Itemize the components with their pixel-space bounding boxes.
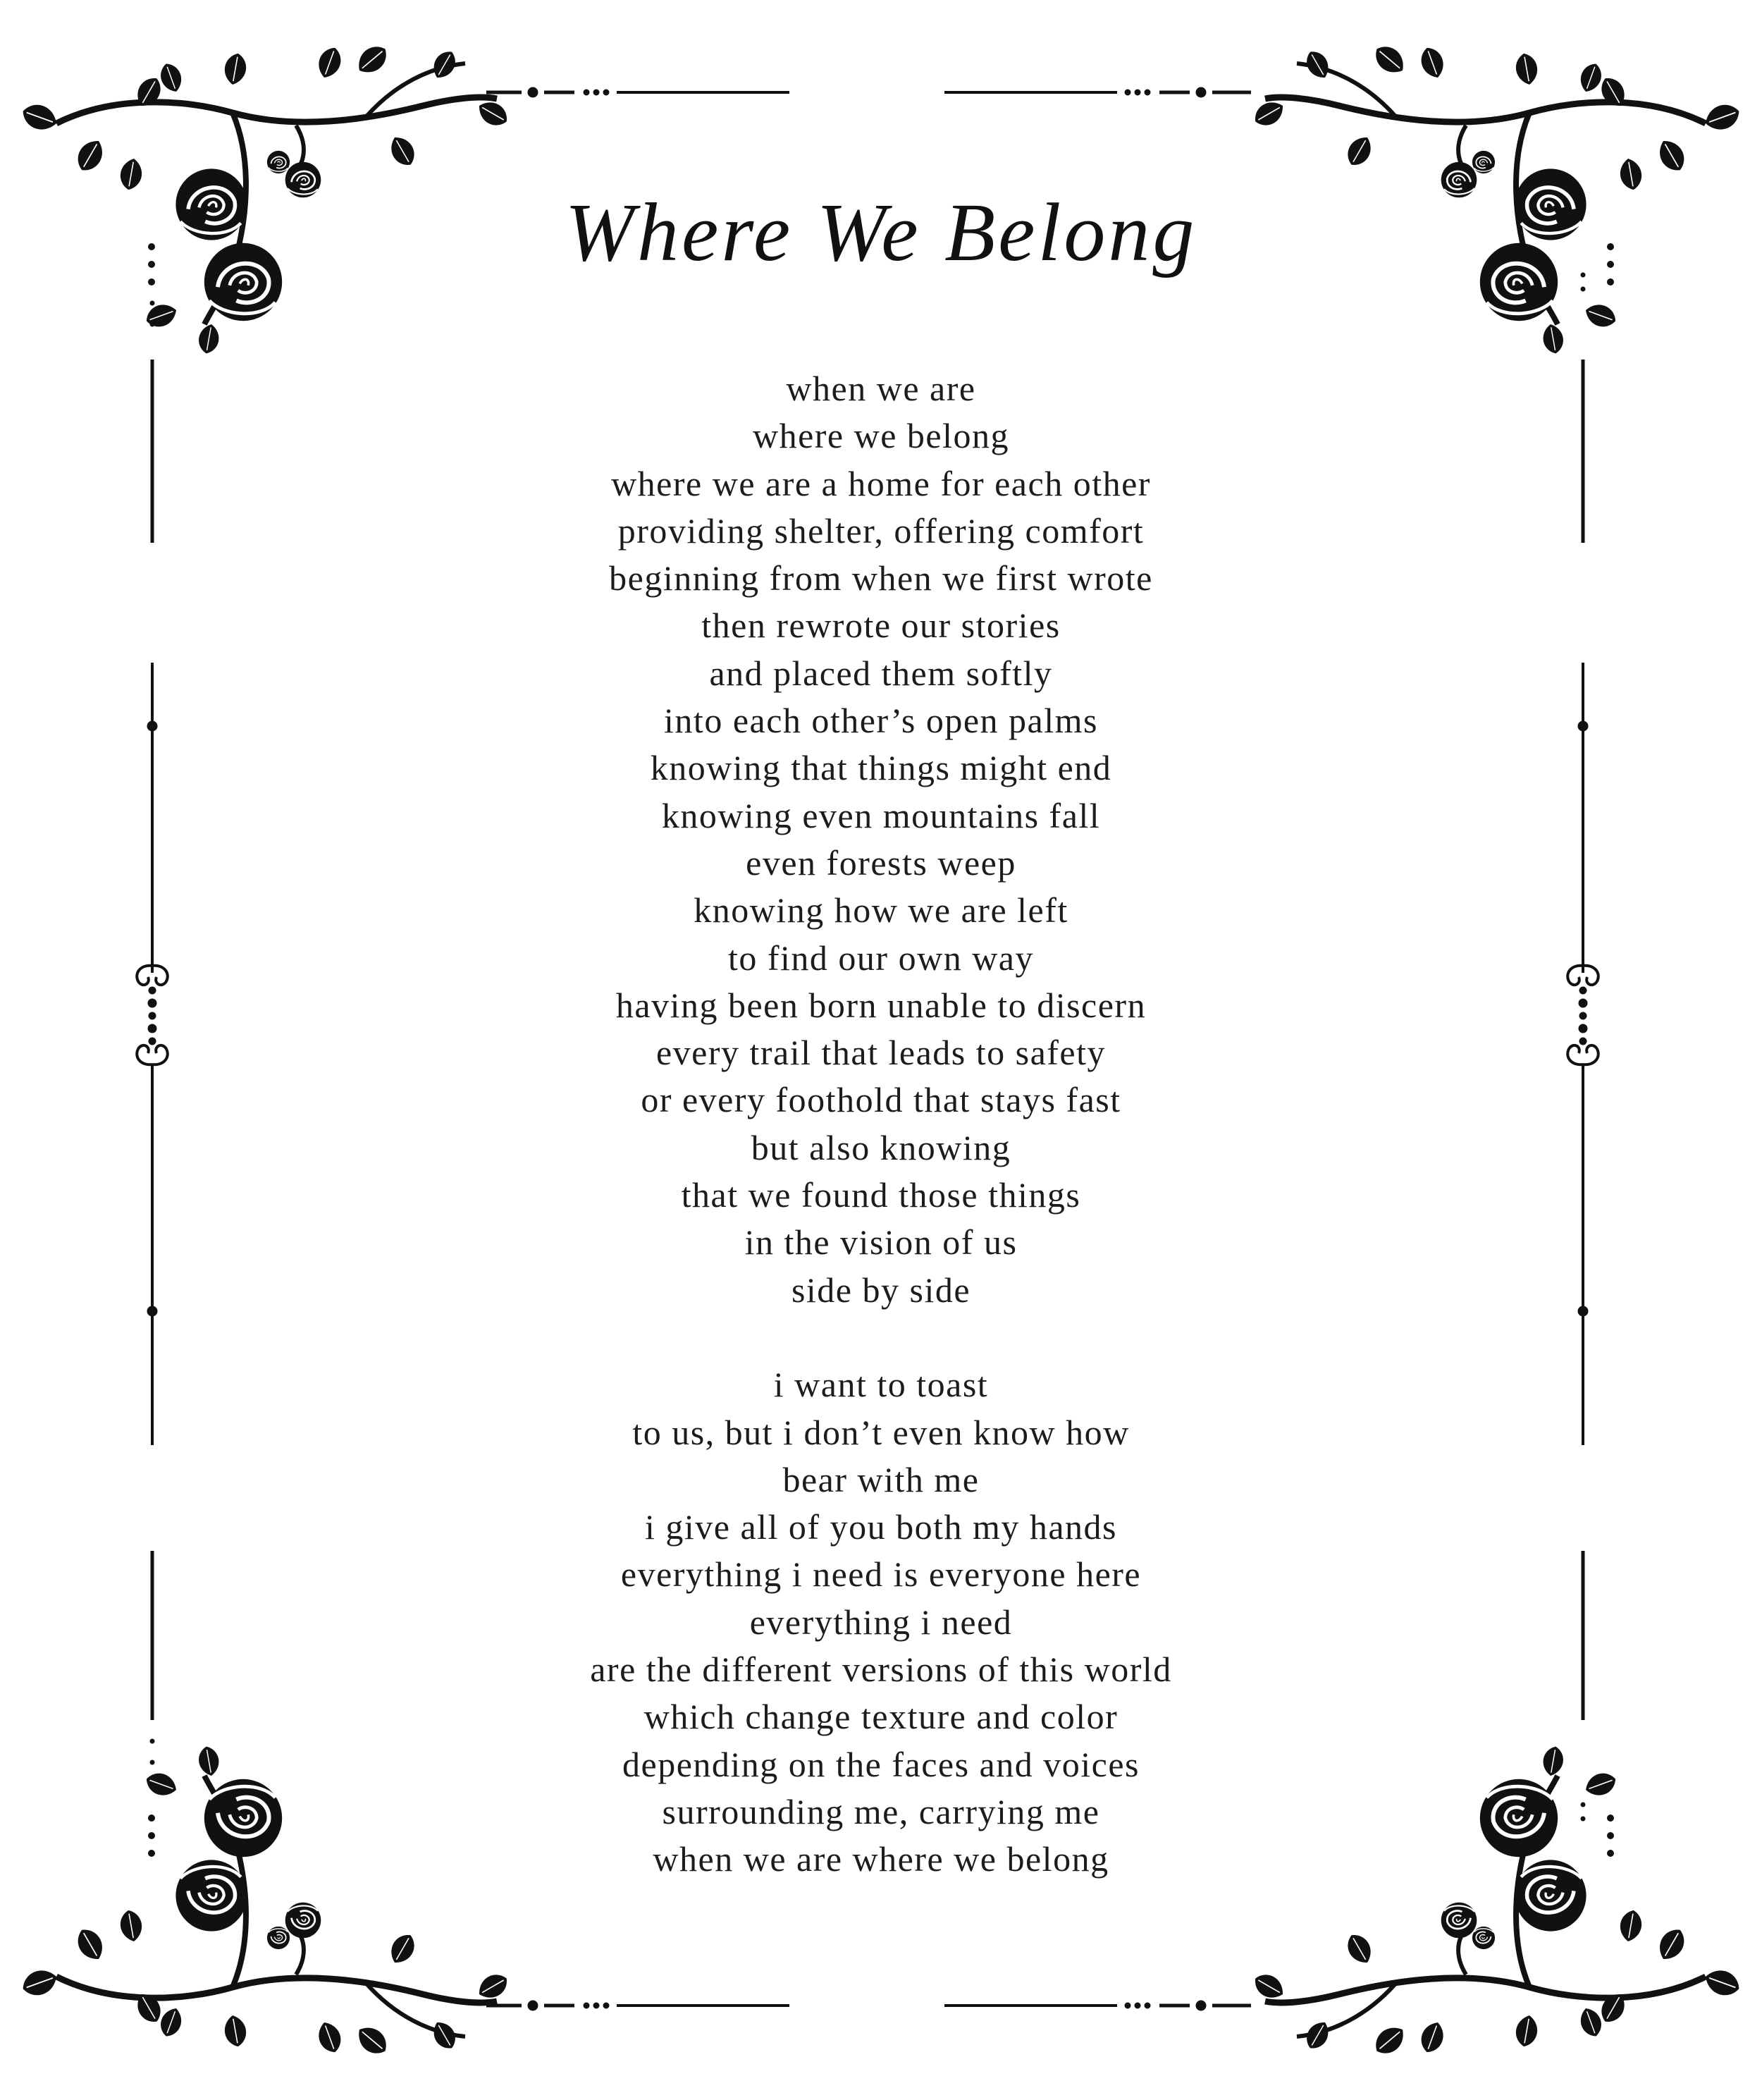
poem-line: are the different versions of this world — [590, 1650, 1172, 1690]
poem-line: i want to toast — [773, 1365, 989, 1405]
poem-line: to find our own way — [728, 938, 1034, 978]
poem-line: in the vision of us — [744, 1222, 1018, 1263]
poem-line: or every foothold that stays fast — [641, 1080, 1121, 1120]
poem-line: side by side — [791, 1270, 971, 1310]
poem-line: depending on the faces and voices — [622, 1744, 1140, 1784]
poem-line: providing shelter, offering comfort — [617, 510, 1145, 551]
poem-title: Where We Belong — [565, 186, 1197, 278]
poem-line: i give all of you both my hands — [644, 1507, 1118, 1547]
poem-line: that we found those things — [681, 1175, 1081, 1215]
poem-line: to us, but i don’t even know how — [632, 1412, 1130, 1452]
poem-line: beginning from when we first wrote — [609, 558, 1153, 598]
poem-line: into each other’s open palms — [664, 701, 1098, 741]
poem-body — [0, 365, 1762, 1884]
bottom-rule — [486, 2001, 1251, 2010]
poem-line: but also knowing — [751, 1127, 1011, 1167]
poem-line: every trail that leads to safety — [655, 1033, 1107, 1073]
poem-line: knowing how we are left — [694, 890, 1068, 931]
poem-line: everything i need — [749, 1602, 1013, 1642]
stanza-break — [0, 1314, 1762, 1361]
poem-line: when we are — [786, 369, 976, 408]
poem-line: knowing that things might end — [650, 748, 1112, 788]
poem-line: which change texture and color — [643, 1697, 1119, 1737]
poem-line: and placed them softly — [709, 653, 1053, 693]
poem-line: where we are a home for each other — [611, 463, 1151, 503]
poem-line: then rewrote our stories — [701, 606, 1061, 646]
poem-line: even forests weep — [746, 842, 1016, 883]
poem-line: surrounding me, carrying me — [662, 1791, 1100, 1831]
poem-line: everything i need is everyone here — [620, 1554, 1142, 1595]
poem-line: bear with me — [782, 1459, 980, 1499]
top-rule — [486, 87, 1251, 97]
poem-line: when we are where we belong — [653, 1839, 1109, 1879]
poem-line: knowing even mountains fall — [661, 795, 1101, 835]
poem-line: where we belong — [752, 416, 1010, 456]
poem-line: having been born unable to discern — [615, 985, 1147, 1025]
